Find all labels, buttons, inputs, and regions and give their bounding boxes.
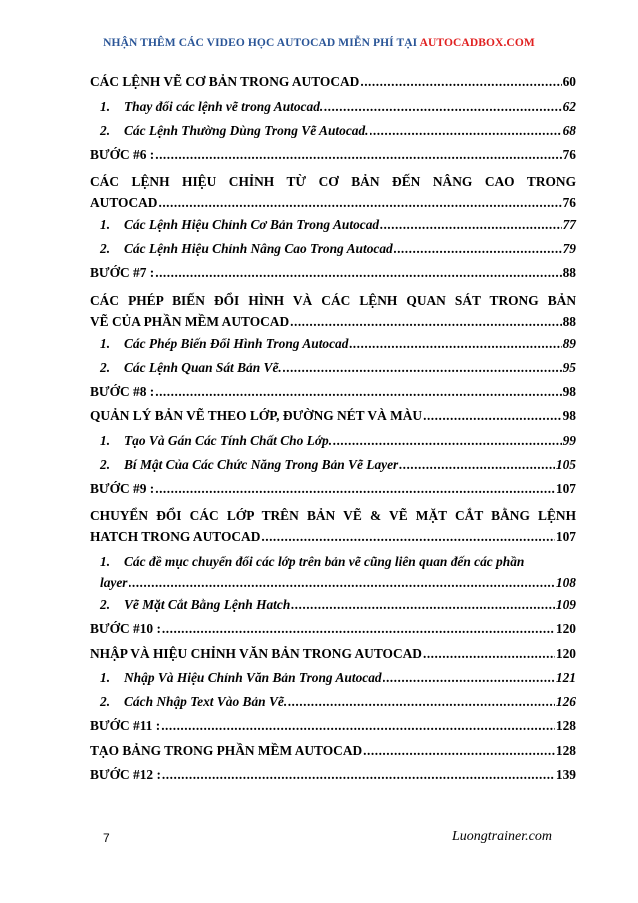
toc-entry-title <box>100 429 332 453</box>
toc-entry-number: 2. <box>100 241 111 256</box>
toc-entry-number: 2. <box>100 122 111 138</box>
toc-subentry[interactable] <box>90 429 576 453</box>
toc-entry-line2 <box>90 526 576 547</box>
toc-entry-number: 1. <box>100 217 111 232</box>
toc-entry-text: BƯỚC #8 : <box>90 383 155 399</box>
page-number: 7 <box>103 831 110 845</box>
toc-entry[interactable] <box>90 143 576 168</box>
toc-page-number: 126 <box>555 694 576 709</box>
toc-dot-leader <box>155 261 561 286</box>
toc-entry-title-line1 <box>90 286 576 311</box>
toc-entry-title-line2: layer <box>100 575 128 590</box>
toc-dot-leader <box>261 526 555 547</box>
toc-entry-text: BƯỚC #11 : <box>90 718 161 733</box>
toc-entry-title <box>100 213 379 237</box>
toc-entry[interactable] <box>90 617 576 642</box>
toc-entry-title <box>90 642 422 667</box>
toc-page-number: 139 <box>555 767 576 782</box>
toc-page-number: 77 <box>562 217 576 232</box>
toc-subentry[interactable] <box>90 453 576 477</box>
toc-dot-leader <box>288 690 555 714</box>
toc-entry-title <box>100 356 282 380</box>
toc-page-number: 120 <box>555 621 576 636</box>
toc-entry-title <box>90 739 362 764</box>
header-site-link[interactable]: AUTOCADBOX.COM <box>419 37 535 49</box>
toc-entry-title <box>100 666 382 690</box>
toc-entry[interactable] <box>90 739 576 764</box>
toc-entry-text: Cách Nhập Text Vào Bản Vẽ. <box>124 694 288 709</box>
toc-entry-text: CÁC LỆNH VẼ CƠ BẢN TRONG AUTOCAD <box>90 74 360 89</box>
toc-entry-text: BƯỚC #6 : <box>90 146 155 162</box>
toc-page-number: 107 <box>555 480 576 496</box>
toc-entry-title-line2: AUTOCAD <box>90 195 158 210</box>
toc-subentry[interactable] <box>90 237 576 261</box>
toc-entry-title <box>100 95 323 119</box>
toc-dot-leader <box>162 763 555 788</box>
toc-entry-title <box>90 380 154 405</box>
toc-subentry[interactable] <box>90 119 576 143</box>
toc-entry-number: 1. <box>100 554 111 569</box>
toc-page-number: 88 <box>562 265 576 280</box>
toc-page-number: 107 <box>555 529 576 544</box>
toc-entry-title <box>100 593 290 617</box>
toc-page-number: 76 <box>562 146 576 162</box>
toc-dot-leader <box>333 429 562 453</box>
toc-dot-leader <box>155 143 561 168</box>
toc-entry-text: BƯỚC #12 : <box>90 767 161 782</box>
toc-dot-leader <box>290 311 561 332</box>
toc-dot-leader <box>155 477 555 502</box>
toc-entry[interactable] <box>90 477 576 502</box>
toc-entry-text: Các Lệnh Hiệu Chỉnh Cơ Bản Trong Autocad <box>124 217 380 232</box>
toc-dot-leader <box>283 356 562 380</box>
toc-entry-text: Thay đổi các lệnh vẽ trong Autocad. <box>124 98 324 114</box>
page-header <box>0 37 638 49</box>
toc-entry-number: 2. <box>100 597 111 612</box>
toc-entry-title <box>100 690 287 714</box>
toc-entry-title-line1 <box>100 547 576 572</box>
toc-subentry[interactable] <box>90 95 576 119</box>
toc-dot-leader <box>423 404 562 429</box>
toc-entry[interactable] <box>90 763 576 788</box>
toc-entry-title <box>90 143 154 168</box>
toc-entry-number: 2. <box>100 694 111 709</box>
toc-page-number: 121 <box>555 670 576 685</box>
toc-entry-number: 2. <box>100 359 111 375</box>
toc-entry-line2 <box>90 192 576 213</box>
toc-entry[interactable] <box>90 404 576 429</box>
table-of-contents <box>90 70 576 788</box>
toc-page-number: 95 <box>562 359 576 375</box>
toc-entry-text: Các Lệnh Hiệu Chỉnh Nâng Cao Trong Autocad <box>124 241 393 256</box>
toc-dot-leader <box>360 70 561 95</box>
toc-page-number: 108 <box>555 575 576 590</box>
toc-entry-text: Bí Mật Của Các Chức Năng Trong Bản Vẽ Layer <box>124 456 399 472</box>
toc-entry-title <box>90 261 154 286</box>
toc-dot-leader <box>129 572 555 593</box>
toc-entry-title <box>90 477 154 502</box>
toc-entry-title <box>90 763 161 788</box>
toc-entry-text: BƯỚC #10 : <box>90 621 161 636</box>
toc-entry-title <box>90 617 161 642</box>
toc-dot-leader <box>370 119 562 143</box>
toc-entry-text: Các Lệnh Quan Sát Bản Vẽ. <box>124 359 282 375</box>
toc-page-number: 120 <box>555 645 576 661</box>
toc-dot-leader <box>349 332 561 356</box>
toc-dot-leader <box>423 642 555 667</box>
toc-dot-leader <box>162 617 555 642</box>
toc-entry[interactable] <box>90 501 576 547</box>
toc-page-number: 128 <box>555 718 576 733</box>
toc-entry[interactable] <box>90 380 576 405</box>
toc-subentry[interactable] <box>90 547 576 593</box>
toc-entry-text: CHUYỂN ĐỔI CÁC LỚP TRÊN BẢN VẼ & VẼ MẶT CẮT BẰNG LỆNH <box>90 508 576 523</box>
toc-dot-leader <box>394 237 562 261</box>
toc-subentry[interactable] <box>90 690 576 714</box>
toc-entry-line2 <box>90 311 576 332</box>
toc-entry[interactable] <box>90 167 576 213</box>
toc-subentry[interactable] <box>90 356 576 380</box>
toc-entry-number: 1. <box>100 335 111 351</box>
toc-dot-leader <box>161 714 555 739</box>
toc-entry-title <box>90 714 160 739</box>
toc-page-number: 99 <box>562 432 576 448</box>
toc-entry-text: CÁC LỆNH HIỆU CHỈNH TỪ CƠ BẢN ĐẾN NÂNG CAO TRONG <box>90 174 576 189</box>
toc-entry-text: BƯỚC #9 : <box>90 480 155 496</box>
toc-page-number: 109 <box>555 597 576 612</box>
toc-entry-title <box>100 332 348 356</box>
toc-dot-leader <box>383 666 555 690</box>
toc-entry[interactable] <box>90 261 576 286</box>
toc-entry-title-line1 <box>90 167 576 192</box>
toc-entry-number: 1. <box>100 98 111 114</box>
toc-entry-text: TẠO BẢNG TRONG PHẦN MỀM AUTOCAD <box>90 742 363 758</box>
toc-entry-text: Các Phép Biến Đổi Hình Trong Autocad <box>124 335 349 351</box>
toc-page-number: 98 <box>562 408 576 423</box>
toc-entry-line2 <box>100 572 576 593</box>
header-prefix: NHẬN THÊM CÁC VIDEO HỌC AUTOCAD MIỄN PHÍ TẠI <box>103 37 420 49</box>
toc-entry-number: 2. <box>100 456 111 472</box>
toc-page-number: 105 <box>555 456 576 472</box>
toc-dot-leader <box>380 213 562 237</box>
toc-entry-text: Vẽ Mặt Cắt Bằng Lệnh Hatch <box>124 597 291 612</box>
toc-dot-leader <box>399 453 555 477</box>
toc-entry-text: NHẬP VÀ HIỆU CHỈNH VĂN BẢN TRONG AUTOCAD <box>90 645 422 661</box>
toc-page-number: 88 <box>562 313 576 329</box>
toc-entry-text: Nhập Và Hiệu Chỉnh Văn Bản Trong Autocad <box>124 670 382 685</box>
toc-dot-leader <box>155 380 561 405</box>
toc-entry-title-line2: VẼ CỦA PHẦN MỀM AUTOCAD <box>90 313 290 329</box>
toc-entry-text: QUẢN LÝ BẢN VẼ THEO LỚP, ĐƯỜNG NÉT VÀ MÀU <box>90 408 423 423</box>
toc-entry-title-line1 <box>90 501 576 526</box>
toc-entry-title <box>100 119 369 143</box>
toc-subentry[interactable] <box>90 666 576 690</box>
toc-page-number: 60 <box>562 74 576 89</box>
toc-entry-number: 1. <box>100 670 111 685</box>
toc-page-number: 79 <box>562 241 576 256</box>
toc-subentry[interactable] <box>90 213 576 237</box>
toc-dot-leader <box>291 593 555 617</box>
toc-dot-leader <box>158 192 561 213</box>
toc-entry-text: CÁC PHÉP BIẾN ĐỔI HÌNH VÀ CÁC LỆNH QUAN SÁT TRONG BẢN <box>90 292 576 308</box>
toc-subentry[interactable] <box>90 332 576 356</box>
toc-subentry[interactable] <box>90 593 576 617</box>
toc-page-number: 98 <box>562 383 576 399</box>
toc-entry-text: Tạo Và Gán Các Tính Chất Cho Lớp. <box>124 432 333 448</box>
toc-dot-leader <box>363 739 555 764</box>
toc-page-number: 76 <box>562 195 576 210</box>
toc-dot-leader <box>324 95 561 119</box>
toc-entry-title <box>100 237 393 261</box>
toc-entry-number: 1. <box>100 432 111 448</box>
toc-entry[interactable] <box>90 70 576 95</box>
toc-entry-title <box>100 453 398 477</box>
toc-page-number: 62 <box>562 98 576 114</box>
toc-entry-title <box>90 404 422 429</box>
toc-page-number: 128 <box>555 742 576 758</box>
toc-page-number: 68 <box>562 122 576 138</box>
toc-entry[interactable] <box>90 642 576 667</box>
toc-entry-title-line2: HATCH TRONG AUTOCAD <box>90 529 261 544</box>
toc-page-number: 89 <box>562 335 576 351</box>
toc-entry[interactable] <box>90 714 576 739</box>
toc-entry[interactable] <box>90 286 576 332</box>
toc-entry-title <box>90 70 359 95</box>
toc-entry-text: Các Lệnh Thường Dùng Trong Vẽ Autocad. <box>124 122 369 138</box>
toc-entry-text: Các đề mục chuyển đổi các lớp trên bản vẽ cũng liên quan đến các phần <box>124 554 525 569</box>
footer-site: Luongtrainer.com <box>452 829 552 844</box>
toc-entry-text: BƯỚC #7 : <box>90 265 155 280</box>
